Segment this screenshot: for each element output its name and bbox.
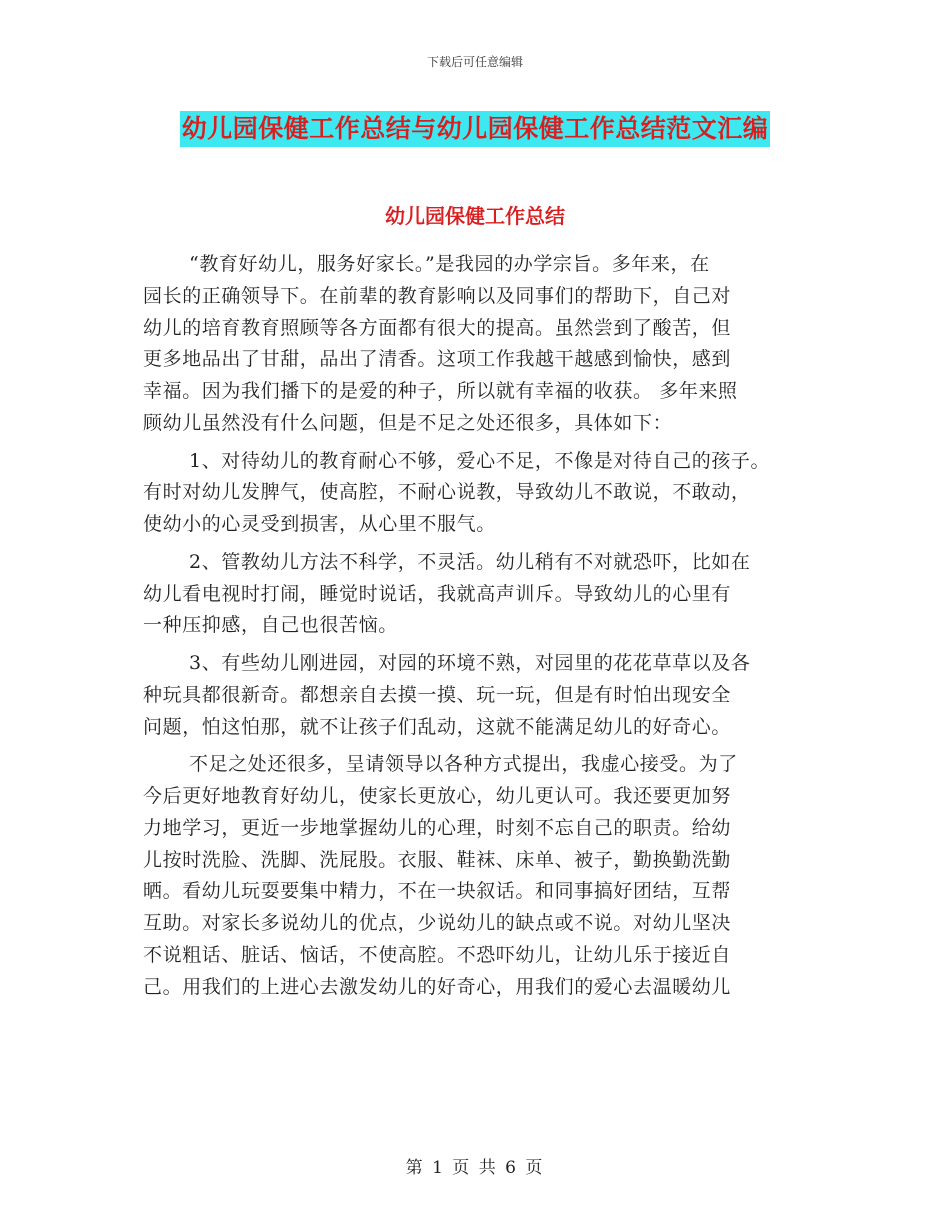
page-number: 第 1 页 共 6 页 [405,1158,545,1178]
paragraph-line: 互助。对家长多说幼儿的优点，少说幼儿的缺点或不说。对幼儿坚决 [143,912,732,934]
paragraph-line: 3、有些幼儿刚进园，对园的环境不熟，对园里的花花草草以及各 [189,652,751,674]
body-text [143,249,823,1003]
paragraph-line: 2、管教幼儿方法不科学，不灵活。幼儿稍有不对就恐吓，比如在 [189,550,751,573]
paragraph-line: “教育好幼儿，服务好家长。”是我园的办学宗旨。多年来，在 [189,253,710,275]
paragraph-line: 1、对待幼儿的教育耐心不够，爱心不足，不像是对待自己的孩子。 [189,449,771,472]
paragraph-line: 幸福。因为我们播下的是爱的种子，所以就有幸福的收获。 多年来照 [143,380,738,402]
paragraph-line: 不足之处还很多，呈请领导以各种方式提出，我虚心接受。为了 [189,753,738,776]
paragraph-line: 种玩具都很新奇。都想亲自去摸一摸、玩一玩，但是有时怕出现安全 [143,683,732,706]
paragraph-line: 儿按时洗脸、洗脚、洗屁股。衣服、鞋袜、床单、被子，勤换勤洗勤 [143,848,732,871]
paragraph-line: 力地学习，更近一步地掌握幼儿的心理，时刻不忘自己的职责。给幼 [143,816,732,839]
paragraph-line: 有时对幼儿发脾气，使高腔，不耐心说教，导致幼儿不敢说，不敢动， [143,481,751,504]
page-header-note: 下载后可任意编辑 [426,55,523,69]
document-title: 幼儿园保健工作总结与幼儿园保健工作总结范文汇编 [180,111,771,147]
paragraph-line: 顾幼儿虽然没有什么问题，但是不足之处还很多，具体如下： [143,411,673,434]
paragraph-line: 己。用我们的上进心去激发幼儿的好奇心，用我们的爱心去温暖幼儿 [143,975,732,998]
paragraph-line: 使幼小的心灵受到损害，从心里不服气。 [143,513,496,535]
paragraph-line: 园长的正确领导下。在前辈的教育影响以及同事们的帮助下，自己对 [143,284,732,307]
paragraph-line: 不说粗话、脏话、恼话，不使高腔。不恐吓幼儿，让幼儿乐于接近自 [143,943,732,966]
document-title-container [0,111,950,147]
paragraph-line: 问题，怕这怕那，就不让孩子们乱动，这就不能满足幼儿的好奇心。 [143,715,732,738]
paragraph-line: 今后更好地教育好幼儿，使家长更放心，幼儿更认可。我还要更加努 [143,785,732,807]
paragraph-line: 一种压抑感，自己也很苦恼。 [143,614,398,637]
paragraph-line: 晒。看幼儿玩耍要集中精力，不在一块叙话。和同事搞好团结，互帮 [143,880,732,903]
section-title: 幼儿园保健工作总结 [385,204,565,228]
paragraph-line: 幼儿看电视时打闹，睡觉时说话，我就高声训斥。导致幼儿的心里有 [143,582,732,605]
paragraph-line: 幼儿的培育教育照顾等各方面都有很大的提高。虽然尝到了酸苦，但 [143,316,732,339]
paragraph-line: 更多地品出了甘甜，品出了清香。这项工作我越干越感到愉快，感到 [143,348,732,371]
